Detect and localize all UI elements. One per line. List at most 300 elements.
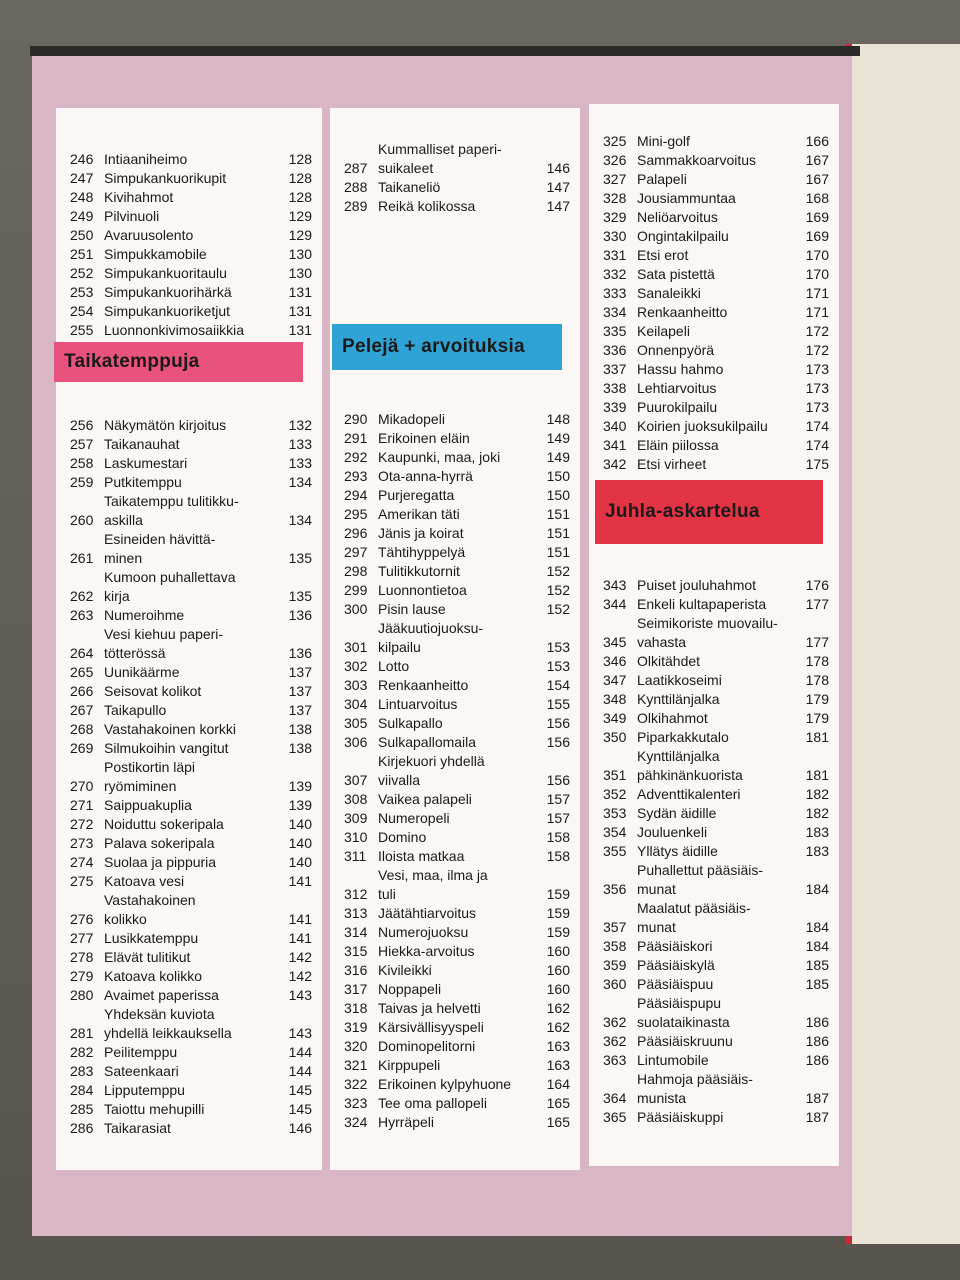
- index-entry: [589, 975, 839, 994]
- entry-title: Jänis ja koirat: [378, 525, 464, 541]
- entry-title: Taikanauhat: [104, 436, 180, 452]
- entry-number: 269: [70, 740, 94, 756]
- index-entry: [56, 568, 322, 606]
- entry-title: Katoava vesi: [104, 873, 185, 889]
- entry-number: 327: [603, 171, 627, 187]
- index-entry: [589, 132, 839, 151]
- index-entry: [56, 245, 322, 264]
- index-entry: [56, 625, 322, 663]
- entry-title: Taikatemppu tulitikku- askilla: [104, 493, 239, 528]
- entry-page-number: 150: [546, 487, 570, 503]
- index-entry: [330, 866, 580, 904]
- index-entry: [330, 809, 580, 828]
- entry-number: 338: [603, 380, 627, 396]
- index-entry: [589, 994, 839, 1032]
- entry-title: Dominopelitorni: [378, 1038, 476, 1054]
- entry-title: Vesi kiehuu paperi- tötterössä: [104, 626, 224, 661]
- entry-title: Etsi virheet: [637, 456, 707, 472]
- entry-number: 296: [344, 525, 368, 541]
- entry-number: 365: [603, 1109, 627, 1125]
- entry-title: Purjeregatta: [378, 487, 455, 503]
- entry-number: 255: [70, 322, 94, 338]
- entry-page-number: 179: [805, 710, 829, 726]
- entry-number: 274: [70, 854, 94, 870]
- entry-title: Puurokilpailu: [637, 399, 718, 415]
- index-entry: [56, 948, 322, 967]
- entry-number: 342: [603, 456, 627, 472]
- entry-title: Suolaa ja pippuria: [104, 854, 217, 870]
- entry-number: 360: [603, 976, 627, 992]
- entry-page-number: 150: [546, 468, 570, 484]
- entry-title: Renkaanheitto: [637, 304, 728, 320]
- entry-page-number: 159: [546, 905, 570, 921]
- entry-page-number: 157: [546, 791, 570, 807]
- entry-page-number: 163: [546, 1057, 570, 1073]
- entry-title: Avaimet paperissa: [104, 987, 219, 1003]
- entry-page-number: 162: [546, 1019, 570, 1035]
- entry-page-number: 144: [288, 1063, 312, 1079]
- entry-page-number: 145: [288, 1101, 312, 1117]
- entry-title: Jääkuutiojuoksu- kilpailu: [378, 620, 484, 655]
- entry-number: 262: [70, 588, 94, 604]
- entry-page-number: 156: [546, 734, 570, 750]
- entry-page-number: 171: [805, 304, 829, 320]
- entry-title: Maalatut pääsiäis- munat: [637, 900, 751, 935]
- entry-title: Pääsiäiskuppi: [637, 1109, 724, 1125]
- entry-page-number: 172: [805, 323, 829, 339]
- entry-title: Sydän äidille: [637, 805, 717, 821]
- entry-page-number: 177: [805, 596, 829, 612]
- entry-number: 268: [70, 721, 94, 737]
- entry-number: 336: [603, 342, 627, 358]
- index-entry: [56, 283, 322, 302]
- entry-title: Peilitemppu: [104, 1044, 178, 1060]
- entry-number: 315: [344, 943, 368, 959]
- entry-page-number: 160: [546, 962, 570, 978]
- entry-number: 354: [603, 824, 627, 840]
- book-spine-edge: [30, 46, 860, 56]
- entry-page-number: 132: [288, 417, 312, 433]
- index-entry: [330, 410, 580, 429]
- entry-number: 311: [344, 848, 367, 864]
- index-entry: [56, 891, 322, 929]
- entry-page-number: 155: [546, 696, 570, 712]
- entry-title: Koirien juoksukilpailu: [637, 418, 768, 434]
- entry-title: Mikadopeli: [378, 411, 445, 427]
- entry-page-number: 174: [805, 418, 829, 434]
- entry-number: 335: [603, 323, 627, 339]
- entry-page-number: 140: [288, 835, 312, 851]
- index-entry: [589, 1051, 839, 1070]
- index-entry: [330, 828, 580, 847]
- entry-title: Pisin lause: [378, 601, 446, 617]
- entry-page-number: 181: [805, 767, 829, 783]
- entry-title: Lusikkatemppu: [104, 930, 199, 946]
- entry-number: 270: [70, 778, 94, 794]
- entry-title: Lipputemppu: [104, 1082, 185, 1098]
- entry-page-number: 183: [805, 843, 829, 859]
- entry-page-number: 179: [805, 691, 829, 707]
- index-entry: [56, 150, 322, 169]
- entry-title: Laatikkoseimi: [637, 672, 722, 688]
- index-entry: [56, 207, 322, 226]
- entry-page-number: 141: [288, 873, 312, 889]
- entry-title: Simpukankuorihärkä: [104, 284, 232, 300]
- entry-title: Keilapeli: [637, 323, 690, 339]
- entry-title: Intiaaniheimo: [104, 151, 188, 167]
- index-entry: [589, 436, 839, 455]
- entry-page-number: 172: [805, 342, 829, 358]
- entry-title: Saippuakuplia: [104, 797, 192, 813]
- entry-page-number: 151: [546, 506, 570, 522]
- entry-page-number: 133: [288, 455, 312, 471]
- entry-page-number: 128: [288, 170, 312, 186]
- entry-number: 351: [603, 767, 627, 783]
- entry-number: 316: [344, 962, 368, 978]
- entry-page-number: 151: [546, 525, 570, 541]
- entry-number: 290: [344, 411, 368, 427]
- entry-number: 295: [344, 506, 368, 522]
- entry-number: 350: [603, 729, 627, 745]
- entry-number: 307: [344, 772, 368, 788]
- entry-number: 250: [70, 227, 94, 243]
- entry-number: 273: [70, 835, 94, 851]
- index-entry: [56, 1100, 322, 1119]
- entry-title: Kaupunki, maa, joki: [378, 449, 501, 465]
- entry-page-number: 177: [805, 634, 829, 650]
- index-entry: [330, 197, 580, 216]
- index-entry: [589, 652, 839, 671]
- entry-number: 266: [70, 683, 94, 699]
- index-entry: [589, 360, 839, 379]
- entry-page-number: 142: [288, 949, 312, 965]
- index-entry: [56, 416, 322, 435]
- entry-number: 280: [70, 987, 94, 1003]
- entry-number: 301: [344, 639, 368, 655]
- entry-title: Kynttilänjalka pähkinänkuorista: [637, 748, 743, 783]
- entry-title: Numeropeli: [378, 810, 450, 826]
- entry-page-number: 135: [288, 550, 312, 566]
- entry-title: Kumoon puhallettava kirja: [104, 569, 236, 604]
- entry-title: Mini-golf: [637, 133, 690, 149]
- index-entry: [589, 322, 839, 341]
- entry-page-number: 156: [546, 772, 570, 788]
- entry-page-number: 142: [288, 968, 312, 984]
- entry-title: Pääsiäispuu: [637, 976, 714, 992]
- entry-number: 333: [603, 285, 627, 301]
- entry-number: 252: [70, 265, 94, 281]
- entry-number: 325: [603, 133, 627, 149]
- entry-number: 294: [344, 487, 368, 503]
- entry-page-number: 137: [288, 702, 312, 718]
- index-entry: [589, 1070, 839, 1108]
- index-entry: [589, 747, 839, 785]
- entry-number: 320: [344, 1038, 368, 1054]
- entry-list: [330, 140, 580, 216]
- entry-number: 304: [344, 696, 368, 712]
- entry-number: 353: [603, 805, 627, 821]
- entry-page-number: 174: [805, 437, 829, 453]
- entry-page-number: 186: [805, 1052, 829, 1068]
- entry-number: 340: [603, 418, 627, 434]
- index-entry: [330, 140, 580, 178]
- index-entry: [330, 942, 580, 961]
- entry-page-number: 143: [288, 1025, 312, 1041]
- entry-page-number: 185: [805, 957, 829, 973]
- index-entry: [330, 1075, 580, 1094]
- entry-list: [56, 150, 322, 340]
- entry-number: 309: [344, 810, 368, 826]
- index-entry: [56, 321, 322, 340]
- entry-number: 256: [70, 417, 94, 433]
- entry-number: 362: [603, 1014, 627, 1030]
- index-entry: [589, 842, 839, 861]
- entry-title: Amerikan täti: [378, 506, 460, 522]
- entry-title: Tee oma pallopeli: [378, 1095, 487, 1111]
- entry-number: 302: [344, 658, 368, 674]
- index-entry: [330, 562, 580, 581]
- entry-title: Taikapullo: [104, 702, 167, 718]
- entry-page-number: 168: [805, 190, 829, 206]
- index-entry: [589, 671, 839, 690]
- index-entry: [330, 467, 580, 486]
- entry-number: 312: [344, 886, 368, 902]
- index-entry: [589, 804, 839, 823]
- entry-list: [589, 576, 839, 1127]
- entry-page-number: 151: [546, 544, 570, 560]
- index-entry: [56, 169, 322, 188]
- entry-number: 319: [344, 1019, 368, 1035]
- index-entry: [330, 695, 580, 714]
- entry-page-number: 154: [546, 677, 570, 693]
- entry-title: Iloista matkaa: [378, 848, 465, 864]
- entry-page-number: 166: [805, 133, 829, 149]
- entry-page-number: 159: [546, 886, 570, 902]
- entry-title: Lintuarvoitus: [378, 696, 458, 712]
- entry-number: 330: [603, 228, 627, 244]
- entry-number: 357: [603, 919, 627, 935]
- entry-title: Palapeli: [637, 171, 687, 187]
- entry-number: 318: [344, 1000, 368, 1016]
- entry-page-number: 156: [546, 715, 570, 731]
- entry-title: Pääsiäiskylä: [637, 957, 715, 973]
- index-entry: [589, 189, 839, 208]
- index-entry: [330, 657, 580, 676]
- index-entry: [56, 530, 322, 568]
- index-entry: [589, 937, 839, 956]
- index-entry: [56, 473, 322, 492]
- entry-page-number: 169: [805, 209, 829, 225]
- index-entry: [56, 454, 322, 473]
- entry-title: Sulkapallomaila: [378, 734, 477, 750]
- entry-title: Sateenkaari: [104, 1063, 179, 1079]
- entry-number: 328: [603, 190, 627, 206]
- entry-number: 308: [344, 791, 368, 807]
- entry-title: Sammakkoarvoitus: [637, 152, 757, 168]
- entry-title: Olkihahmot: [637, 710, 708, 726]
- entry-page-number: 146: [288, 1120, 312, 1136]
- entry-page-number: 130: [288, 265, 312, 281]
- index-entry: [330, 961, 580, 980]
- index-entry: [589, 379, 839, 398]
- entry-title: Simpukankuoritaulu: [104, 265, 227, 281]
- entry-page-number: 137: [288, 683, 312, 699]
- entry-title: Simpukankuorikupit: [104, 170, 227, 186]
- entry-number: 286: [70, 1120, 94, 1136]
- entry-number: 247: [70, 170, 94, 186]
- entry-page-number: 184: [805, 938, 829, 954]
- entry-title: Vastahakoinen korkki: [104, 721, 237, 737]
- entry-number: 345: [603, 634, 627, 650]
- entry-number: 347: [603, 672, 627, 688]
- entry-title: Jäätähtiarvoitus: [378, 905, 477, 921]
- entry-number: 362: [603, 1033, 627, 1049]
- entry-page-number: 178: [805, 653, 829, 669]
- entry-number: 299: [344, 582, 368, 598]
- entry-number: 356: [603, 881, 627, 897]
- entry-page-number: 182: [805, 786, 829, 802]
- index-entry: [589, 614, 839, 652]
- index-entry: [589, 709, 839, 728]
- entry-page-number: 140: [288, 854, 312, 870]
- index-entry: [330, 790, 580, 809]
- entry-number: 287: [344, 160, 368, 176]
- entry-number: 332: [603, 266, 627, 282]
- index-entry: [589, 728, 839, 747]
- entry-number: 278: [70, 949, 94, 965]
- index-entry: [589, 398, 839, 417]
- index-entry: [330, 733, 580, 752]
- index-entry: [330, 980, 580, 999]
- entry-page-number: 139: [288, 778, 312, 794]
- index-entry: [56, 492, 322, 530]
- entry-title: Yllätys äidille: [637, 843, 718, 859]
- index-entry: [589, 956, 839, 975]
- entry-page-number: 140: [288, 816, 312, 832]
- entry-number: 343: [603, 577, 627, 593]
- entry-number: 348: [603, 691, 627, 707]
- index-entry: [56, 1005, 322, 1043]
- entry-number: 358: [603, 938, 627, 954]
- entry-list: [589, 132, 839, 474]
- entry-page-number: 152: [546, 582, 570, 598]
- entry-title: Hyrräpeli: [378, 1114, 435, 1130]
- entry-number: 292: [344, 449, 368, 465]
- index-entry: [330, 600, 580, 619]
- entry-page-number: 176: [805, 577, 829, 593]
- index-entry: [330, 904, 580, 923]
- entry-page-number: 152: [546, 563, 570, 579]
- entry-number: 298: [344, 563, 368, 579]
- entry-number: 279: [70, 968, 94, 984]
- entry-number: 306: [344, 734, 368, 750]
- entry-title: Avaruusolento: [104, 227, 194, 243]
- index-entry: [589, 455, 839, 474]
- entry-title: Piparkakkutalo: [637, 729, 729, 745]
- index-entry: [330, 847, 580, 866]
- index-entry: [56, 663, 322, 682]
- entry-number: 337: [603, 361, 627, 377]
- entry-title: Seisovat kolikot: [104, 683, 202, 699]
- index-entry: [56, 701, 322, 720]
- index-entry: [56, 739, 322, 758]
- entry-number: 326: [603, 152, 627, 168]
- index-entry: [56, 435, 322, 454]
- index-entry: [589, 690, 839, 709]
- entry-page-number: 129: [288, 208, 312, 224]
- entry-page-number: 170: [805, 266, 829, 282]
- entry-title: Renkaanheitto: [378, 677, 469, 693]
- entry-page-number: 187: [805, 1090, 829, 1106]
- entry-title: Numeroihme: [104, 607, 185, 623]
- entry-page-number: 167: [805, 152, 829, 168]
- index-entry: [330, 1094, 580, 1113]
- entry-title: Lehtiarvoitus: [637, 380, 717, 396]
- entry-title: Erikoinen kylpyhuone: [378, 1076, 512, 1092]
- entry-page-number: 186: [805, 1014, 829, 1030]
- entry-list: [330, 410, 580, 1132]
- index-entry: [56, 1043, 322, 1062]
- entry-page-number: 158: [546, 848, 570, 864]
- index-entry: [589, 576, 839, 595]
- entry-title: Luonnonkivimosaiikkia: [104, 322, 245, 338]
- section-banner-taikatemppuja: Taikatemppuja: [54, 342, 303, 382]
- entry-title: Tähtihyppelyä: [378, 544, 466, 560]
- index-entry: [330, 1056, 580, 1075]
- entry-number: 260: [70, 512, 94, 528]
- entry-page-number: 173: [805, 380, 829, 396]
- entry-number: 324: [344, 1114, 368, 1130]
- entry-number: 310: [344, 829, 368, 845]
- index-entry: [56, 264, 322, 283]
- entry-title: Hahmoja pääsiäis- munista: [637, 1071, 753, 1106]
- entry-number: 288: [344, 179, 368, 195]
- entry-page-number: 138: [288, 740, 312, 756]
- index-entry: [56, 1081, 322, 1100]
- entry-page-number: 144: [288, 1044, 312, 1060]
- entry-page-number: 165: [546, 1114, 570, 1130]
- entry-number: 272: [70, 816, 94, 832]
- entry-number: 349: [603, 710, 627, 726]
- index-column-2: [330, 108, 580, 1170]
- entry-title: Erikoinen eläin: [378, 430, 470, 446]
- entry-title: Pääsiäiskruunu: [637, 1033, 733, 1049]
- entry-number: 322: [344, 1076, 368, 1092]
- entry-page-number: 153: [546, 658, 570, 674]
- index-entry: [589, 170, 839, 189]
- entry-title: Katoava kolikko: [104, 968, 203, 984]
- index-entry: [330, 486, 580, 505]
- entry-title: Vaikea palapeli: [378, 791, 472, 807]
- index-entry: [330, 429, 580, 448]
- entry-page-number: 187: [805, 1109, 829, 1125]
- entry-title: Putkitemppu: [104, 474, 182, 490]
- entry-page-number: 137: [288, 664, 312, 680]
- index-entry: [330, 543, 580, 562]
- index-entry: [330, 448, 580, 467]
- entry-page-number: 139: [288, 797, 312, 813]
- entry-page-number: 129: [288, 227, 312, 243]
- entry-page-number: 136: [288, 645, 312, 661]
- index-entry: [589, 1108, 839, 1127]
- entry-number: 276: [70, 911, 94, 927]
- index-entry: [330, 676, 580, 695]
- entry-title: Taiottu mehupilli: [104, 1101, 205, 1117]
- entry-page-number: 186: [805, 1033, 829, 1049]
- entry-title: Tulitikkutornit: [378, 563, 460, 579]
- entry-number: 283: [70, 1063, 94, 1079]
- index-entry: [589, 899, 839, 937]
